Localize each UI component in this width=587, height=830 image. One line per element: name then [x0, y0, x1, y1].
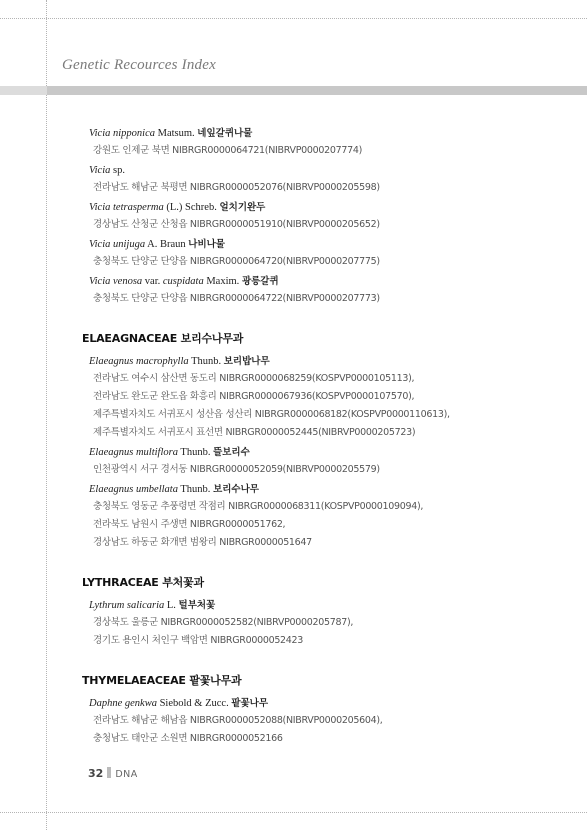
- infraspecific-author: Maxim.: [203, 276, 242, 287]
- species-entry: [62, 200, 562, 234]
- section-label: DNA: [115, 769, 138, 780]
- locality-record: 충청북도 영동군 추풍령면 작점리 NIBRGR0000068311(KOSPVP0000109094),: [93, 501, 424, 512]
- locality-record: 경상북도 울릉군 NIBRGR0000052582(NIBRVP0000205787),: [93, 617, 354, 628]
- author-name: Matsum.: [155, 128, 198, 139]
- korean-name: 털부처꽃: [178, 600, 216, 611]
- korean-name: 광릉갈퀴: [241, 276, 279, 287]
- locality-record: 충청북도 단양군 단양읍 NIBRGR0000064722(NIBRVP0000207773): [93, 293, 380, 304]
- species-name: [89, 354, 562, 370]
- korean-name: 나비나물: [188, 239, 225, 250]
- author-name: L.: [164, 600, 179, 611]
- header-rule-left: [0, 86, 47, 95]
- species-entry: [62, 237, 562, 271]
- author-name: Thunb.: [177, 447, 214, 458]
- scientific-name: Lythrum salicaria: [89, 600, 165, 611]
- author-name: (L.) Schreb.: [163, 202, 220, 213]
- author-name: Siebold & Zucc.: [156, 698, 232, 709]
- species-name: [89, 445, 562, 461]
- scientific-name: Vicia: [89, 165, 111, 176]
- locality-record: 전라남도 완도군 완도읍 화흥리 NIBRGR0000067936(KOSPVP0000107570),: [93, 391, 415, 402]
- family-heading: ELAEAGNACEAE 보리수나무과: [82, 332, 244, 345]
- korean-name: 뜰보리수: [213, 447, 250, 458]
- page-footer: [88, 767, 138, 780]
- species-entry: [62, 354, 562, 442]
- family-heading: LYTHRACEAE 부처꽃과: [82, 576, 204, 589]
- locality-record: 전라남도 해남군 해남읍 NIBRGR0000052088(NIBRVP0000205604),: [93, 715, 383, 726]
- locality-record: 전라남도 해남군 북평면 NIBRGR0000052076(NIBRVP0000205598): [93, 182, 380, 193]
- scientific-name: Vicia unijuga: [89, 239, 146, 250]
- species-entry: [62, 598, 562, 650]
- species-name: [89, 482, 562, 498]
- species-name: [89, 696, 562, 712]
- author-name: Thunb.: [188, 356, 224, 367]
- author-name: A. Braun: [145, 239, 189, 250]
- locality-record: 경기도 용인시 처인구 백암면 NIBRGR0000052423: [93, 635, 304, 646]
- korean-name: 팥꽃나무: [231, 698, 269, 709]
- scientific-name: Vicia nipponica: [89, 128, 155, 139]
- locality-record: 강원도 인제군 북면 NIBRGR0000064721(NIBRVP0000207774): [93, 145, 362, 156]
- family-heading: THYMELAEACEAE 팥꽃나무과: [82, 674, 242, 687]
- locality-record: 충청북도 단양군 단양읍 NIBRGR0000064720(NIBRVP0000207775): [93, 256, 380, 267]
- species-entry: [62, 274, 562, 308]
- locality-record: 충청남도 태안군 소원면 NIBRGR0000052166: [93, 733, 283, 744]
- locality-record: 경상남도 하동군 화개면 범왕리 NIBRGR0000051647: [93, 537, 312, 548]
- species-entry: [62, 445, 562, 479]
- infraspecific-name: cuspidata: [162, 276, 204, 287]
- bottom-margin-guide: [0, 812, 587, 813]
- left-margin-guide: [46, 0, 47, 830]
- locality-record: 제주특별자치도 서귀포시 표선면 NIBRGR0000052445(NIBRVP0000205723): [93, 427, 416, 438]
- korean-name: 얼치기완두: [219, 202, 266, 213]
- author-name: Thunb.: [177, 484, 214, 495]
- species-entry: [62, 126, 562, 160]
- locality-record: 전라북도 남원시 주생면 NIBRGR0000051762,: [93, 519, 286, 530]
- scientific-name: Elaeagnus multiflora: [89, 447, 178, 458]
- species-entry: [62, 696, 562, 748]
- locality-record: 경상남도 산청군 산청읍 NIBRGR0000051910(NIBRVP0000205652): [93, 219, 380, 230]
- species-entry: [62, 163, 562, 197]
- page-number: 32: [88, 767, 104, 780]
- scientific-name: Elaeagnus umbellata: [89, 484, 178, 495]
- index-content: [62, 126, 562, 751]
- locality-record: 인천광역시 서구 경서동 NIBRGR0000052059(NIBRVP0000205579): [93, 464, 380, 475]
- species-name: [89, 237, 562, 253]
- species-name: [89, 274, 562, 290]
- korean-name: 보리수나무: [213, 484, 259, 495]
- author-name: var.: [142, 276, 163, 287]
- scientific-name: Daphne genkwa: [89, 698, 157, 709]
- species-name: [89, 200, 562, 216]
- species-entry: [62, 482, 562, 552]
- header-rule: [47, 86, 587, 95]
- scientific-name: Elaeagnus macrophylla: [89, 356, 189, 367]
- korean-name: 보리밥나무: [223, 356, 270, 367]
- species-name: [89, 598, 562, 614]
- scientific-name: Vicia venosa: [89, 276, 143, 287]
- footer-separator: [107, 767, 111, 778]
- species-name: [89, 126, 562, 142]
- locality-record: 전라남도 여수시 삼산면 동도리 NIBRGR0000068259(KOSPVP0000105113),: [93, 373, 415, 384]
- korean-name: 네잎갈퀴나물: [197, 128, 253, 139]
- running-head: Genetic Recources Index: [62, 57, 216, 73]
- author-name: sp.: [110, 165, 125, 176]
- locality-record: 제주특별자치도 서귀포시 성산읍 성산리 NIBRGR0000068182(KOSPVP0000110613),: [93, 409, 450, 420]
- top-margin-guide: [0, 18, 587, 19]
- scientific-name: Vicia tetrasperma: [89, 202, 164, 213]
- species-name: [89, 163, 562, 179]
